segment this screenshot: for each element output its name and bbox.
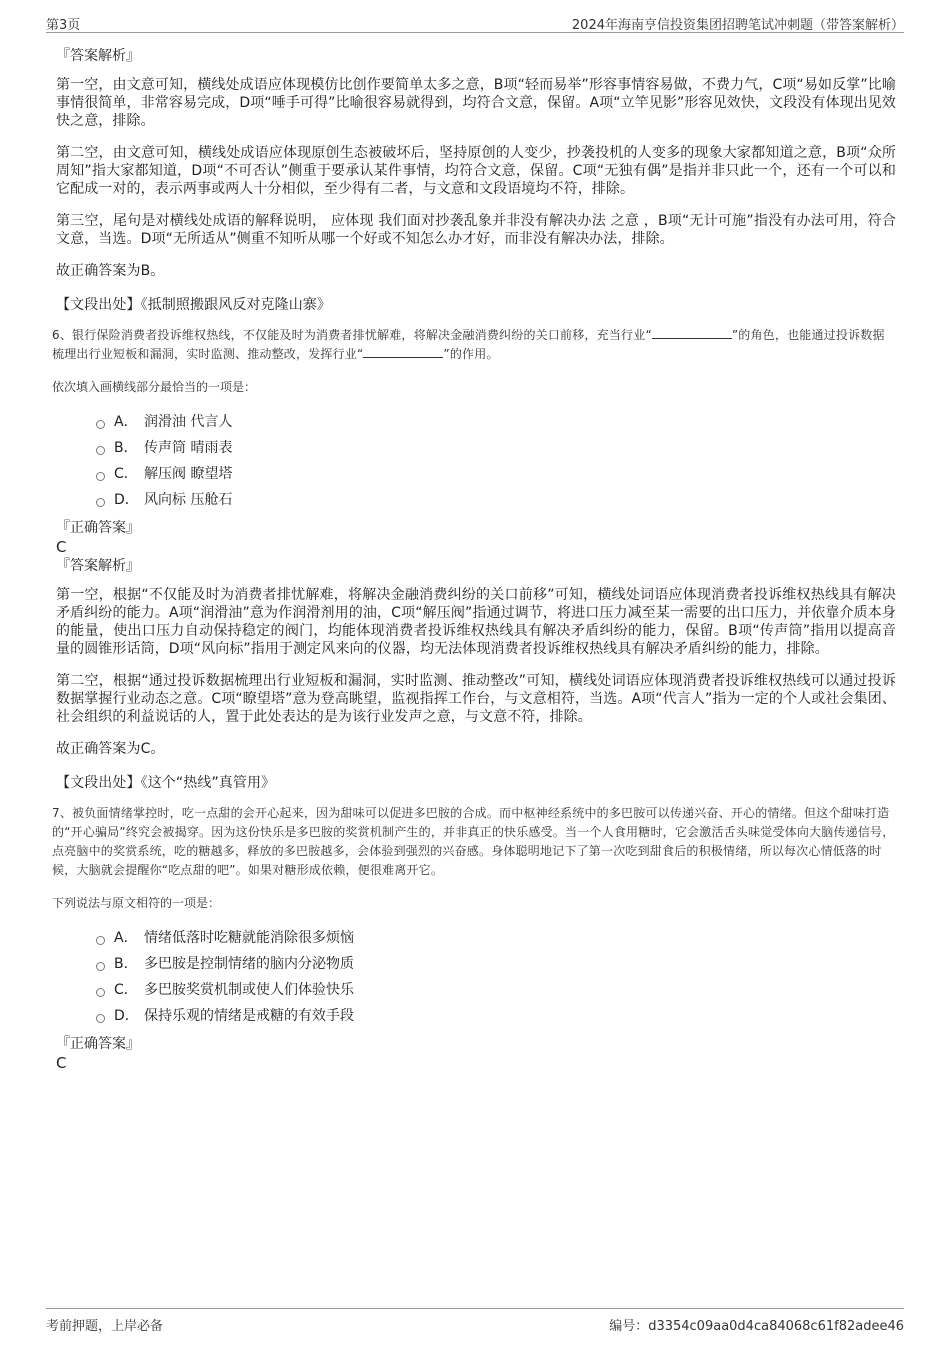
q7-option-d[interactable]: D． 保持乐观的情绪是戒糖的有效手段 <box>96 1002 896 1028</box>
q7-option-c[interactable]: C． 多巴胺奖赏机制或使人们体验快乐 <box>96 976 896 1002</box>
q5-analysis-para3: 第三空，尾句是对横线处成语的解释说明， 应体现 我们面对抄袭乱象并非没有解决办法 之意 ，B项“无计可施”指没有办法可用，符合文意，当选。D项“无所适从”侧重不知听从哪一个好或不知怎么办才好，而非没有解决办法，排除。 <box>56 213 896 247</box>
q7-option-b[interactable]: B． 多巴胺是控制情绪的脑内分泌物质 <box>96 950 896 976</box>
q7-options <box>56 924 896 1028</box>
q6-conclusion: 故正确答案为C。 <box>56 741 165 757</box>
page-header <box>46 12 904 33</box>
q6-answer: C <box>56 538 67 556</box>
q6-blank-2 <box>363 345 443 358</box>
page-number: 第3页 <box>46 18 81 33</box>
footer-document-id: 编号：d3354c09aa0d4ca84068c61f82adee46 <box>609 1319 904 1334</box>
q6-answer-label: 『正确答案』 <box>56 520 140 536</box>
q7-answer: C <box>56 1054 67 1072</box>
q6-analysis-para1: 第一空，根据“不仅能及时为消费者排忧解难，将解决金融消费纠纷的关口前移”可知，横线处词语应体现消费者投诉维权热线具有解决矛盾纠纷的能力。A项“润滑油”意为作润滑剂用的油，C项“解压阀”指通过调节，将进口压力减至某一需要的出口压力，并依靠介质本身的能量，使出口压力自动保持稳定的阀门，均能体现消费者投诉维权热线具有解决矛盾纠纷的能力，保留。B项“传声筒”指用以提高音量的圆锥形话筒，D项“风向标”指用于测定风来向的仪器，均无法体现消费者投诉维权热线具有解决矛盾纠纷的能力，排除。 <box>56 587 896 657</box>
q6-blank-1 <box>652 326 732 339</box>
page-footer <box>46 1308 904 1335</box>
q6-option-c[interactable]: C． 解压阀 瞭望塔 <box>96 460 896 486</box>
document-title: 2024年海南亨信投资集团招聘笔试冲刺题（带答案解析） <box>571 18 904 33</box>
q6-analysis-label: 『答案解析』 <box>56 558 140 574</box>
q6-question-text: 6、银行保险消费者投诉维权热线，不仅能及时为消费者排忧解难，将解决金融消费纠纷的关口前移，充当行业“ ”的角色，也能通过投诉数据梳理出行业短板和漏洞，实时监测、推动整改，发挥行业“ ”的作用。 <box>52 328 885 361</box>
q7-question-text: 7、被负面情绪掌控时，吃一点甜的会开心起来，因为甜味可以促进多巴胺的合成。而中枢神经系统中的多巴胺可以传递兴奋、开心的情绪。但这个甜味打造的“开心骗局”终究会被揭穿。因为这份快乐是多巴胺的奖赏机制产生的，并非真正的快乐感受。当一个人食用糖时，它会激活舌头味觉受体向大脑传递信号，点亮脑中的奖赏系统，吃的糖越多，释放的多巴胺越多，会体验到强烈的兴奋感。身体聪明地记下了第一次吃到甜食后的积极情绪，所以每次心情低落的时候，大脑就会提醒你“吃点甜的吧”。如果对糖形成依赖，便很难离开它。 <box>52 806 895 877</box>
q5-source: 【文段出处】《抵制照搬跟风反对克隆山寨》 <box>56 297 331 313</box>
q7-answer-label: 『正确答案』 <box>56 1036 140 1052</box>
q6-analysis-para2: 第二空，根据“通过投诉数据梳理出行业短板和漏洞，实时监测、推动整改”可知，横线处词语应体现消费者投诉维权热线可以通过投诉数据掌握行业动态之意。C项“瞭望塔”意为登高眺望，监视指挥工作台，与文意相符，当选。A项“代言人”指为一定的个人或社会集团、社会组织的利益说话的人，置于此处表达的是为该行业发声之意，与文意不符，排除。 <box>56 673 896 725</box>
q7-option-a[interactable]: A． 情绪低落时吃糖就能消除很多烦恼 <box>96 924 896 950</box>
q7-prompt: 下列说法与原文相符的一项是： <box>52 896 221 910</box>
radio-button-icon[interactable] <box>96 988 105 997</box>
radio-button-icon[interactable] <box>96 962 105 971</box>
q5-analysis-label: 『答案解析』 <box>56 48 140 64</box>
radio-button-icon[interactable] <box>96 446 105 455</box>
q6-option-a[interactable]: A． 润滑油 代言人 <box>96 408 896 434</box>
q5-analysis-para1: 第一空，由文意可知，横线处成语应体现模仿比创作要简单太多之意，B项“轻而易举”形容事情容易做，不费力气，C项“易如反掌”比喻事情很简单，非常容易完成，D项“唾手可得”比喻很容易就得到，均符合文意，保留。A项“立竿见影”形容见效快，文段没有体现出见效快之意，排除。 <box>56 77 896 129</box>
radio-button-icon[interactable] <box>96 472 105 481</box>
radio-button-icon[interactable] <box>96 420 105 429</box>
q5-analysis-para2: 第二空，由文意可知，横线处成语应体现原创生态被破坏后，坚持原创的人变少，抄袭投机的人变多的现象大家都知道之意，B项“众所周知”指大家都知道，D项“不可否认”侧重于要承认某件事情，均符合文意，保留。C项“无独有偶”是指并非只此一个，还有一个可以和它配成一对的，表示两事或两人十分相似，至少得有二者，与文意和文段语境均不符，排除。 <box>56 145 896 197</box>
q6-option-d[interactable]: D． 风向标 压舱石 <box>96 486 896 512</box>
radio-button-icon[interactable] <box>96 498 105 507</box>
footer-slogan: 考前押题，上岸必备 <box>46 1319 164 1334</box>
q6-source: 【文段出处】《这个“热线”真管用》 <box>56 775 276 791</box>
radio-button-icon[interactable] <box>96 936 105 945</box>
radio-button-icon[interactable] <box>96 1014 105 1023</box>
q6-prompt: 依次填入画横线部分最恰当的一项是： <box>52 380 257 394</box>
q6-options <box>56 408 896 512</box>
q6-option-b[interactable]: B． 传声筒 晴雨表 <box>96 434 896 460</box>
q5-conclusion: 故正确答案为B。 <box>56 263 165 279</box>
main-content <box>52 46 896 1072</box>
